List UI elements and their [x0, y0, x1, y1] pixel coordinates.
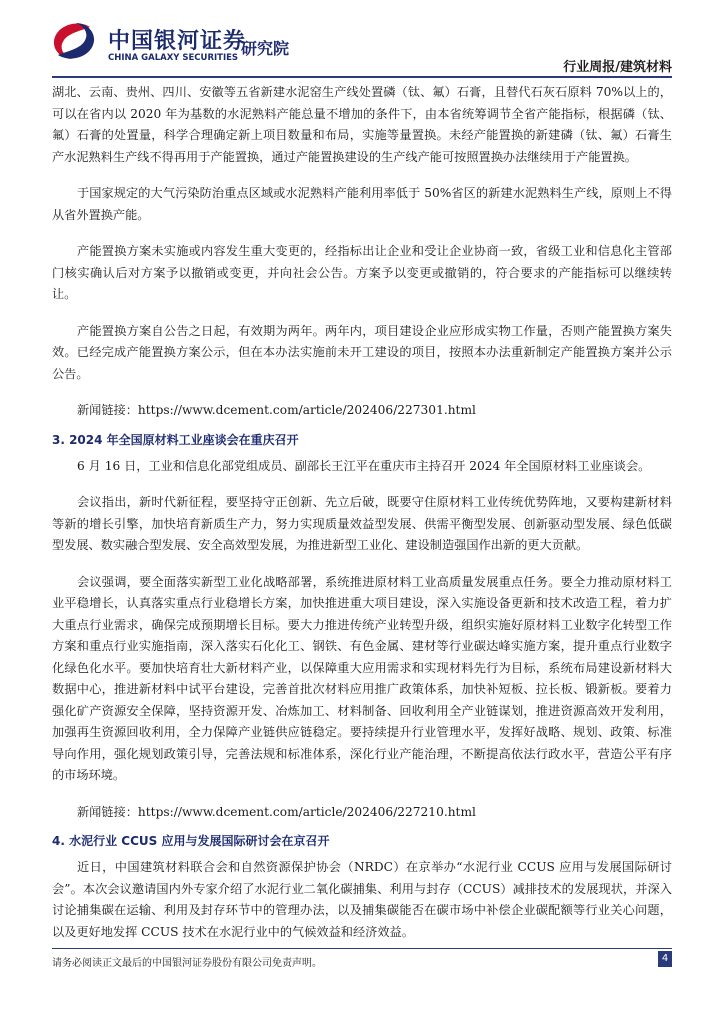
galaxy-logo-icon [50, 21, 98, 61]
footer-divider [52, 948, 672, 949]
report-type-label: 行业周报/建筑材料 [563, 60, 672, 75]
paragraph: 产能置换方案未实施或内容发生重大变更的，经指标出让企业和受让企业协商一致，省级工业和信息化主管部门核实确认后对方案予以撤销或变更，并向社会公告。方案予以变更或撤销的，符合要求的产能指标可以继续转让。 [52, 244, 672, 301]
paragraph: 近日，中国建筑材料联合会和自然资源保护协会（NRDC）在京举办“水泥行业 CCUS 应用与发展国际研讨会”。本次会议邀请国内外专家介绍了水泥行业二氧化碳捕集、利用与封存（CCUS）减排技术的发展现状，并深入讨论捕集碳在运输、利用及封存环节中的管理办法，以及捕集碳能否在碳市场中补偿企业碳配额等行业关心问题，以及更好地发挥 CCUS 技术在水泥行业中的气候效益和经济效益。 [52, 860, 672, 939]
section-heading: 4. 水泥行业 CCUS 应用与发展国际研讨会在京召开 [52, 834, 330, 848]
brand-name-en: CHINA GALAXY SECURITIES [108, 53, 239, 63]
header-divider [52, 76, 672, 78]
section-heading: 3. 2024 年全国原材料工业座谈会在重庆召开 [52, 432, 299, 447]
news-link[interactable]: 新闻链接：https://www.dcement.com/article/202406/227210.html [77, 804, 476, 819]
paragraph: 6 月 16 日，工业和信息化部党组成员、副部长王江平在重庆市主持召开 2024 年全国原材料工业座谈会。 [77, 458, 651, 473]
news-link[interactable]: 新闻链接：https://www.dcement.com/article/202406/227301.html [77, 403, 476, 417]
paragraph: 会议指出，新时代新征程，要坚持守正创新、先立后破，既要守住原材料工业传统优势阵地，又要构建新材料等新的增长引擎，加快培育新质生产力，努力实现质量效益型发展、供需平衡型发展、创新驱动型发展、绿色低碳型发展、数实融合型发展、安全高效型发展，为推进新型工业化、建设制造强国作出新的更大贡献。 [52, 495, 672, 552]
page-number: 4 [658, 951, 672, 967]
brand-name-cn: 中国银河证券 [108, 29, 247, 54]
paragraph: 湖北、云南、贵州、四川、安徽等五省新建水泥窑生产线处置磷（钛、氟）石膏，且替代石灰石原料 70%以上的，可以在省内以 2020 年为基数的水泥熟料产能总量不增加的条件下，由本省统筹调节全省产能指标，根据磷（钛、氟）石膏的处置量，科学合理确定新上项目数量和布局，实施等量置换。未经产能置换的新建磷（钛、氟）石膏生产水泥熟料生产线不得再用于产能置换，通过产能置换建设的生产线产能可按照置换办法继续用于产能置换。 [52, 85, 672, 164]
research-institute-label: 研究院 [241, 39, 290, 58]
main-content [52, 82, 672, 958]
page-header [0, 0, 724, 80]
paragraph: 于国家规定的大气污染防治重点区域或水泥熟料产能利用率低于 50%省区的新建水泥熟料生产线，原则上不得从省外置换产能。 [52, 186, 672, 222]
paragraph: 会议强调，要全面落实新型工业化战略部署，系统推进原材料工业高质量发展重点任务。要全力推动原材料工业平稳增长，认真落实重点行业稳增长方案，加快推进重大项目建设，深入实施设备更新和技术改造工程，着力扩大重点行业需求，确保完成预期增长目标。要大力推进传统产业转型升级，组织实施好原材料工业数字化转型工作方案和重点行业实施指南，深入落实石化化工、钢铁、有色金属、建材等行业碳达峰实施方案，提升重点行业数字化绿色化水平。要加快培育壮大新材料产业，以保障重大应用需求和实现材料先行为目标，系统布局建设新材料大数据中心，推进新材料中试平台建设，完善首批次材料应用推广政策体系，加快补短板、拉长板、锻新板。要着力强化矿产资源安全保障，坚持资源开发、冶炼加工、材料制备、回收利用全产业链谋划，推进资源高效开发利用，加强再生资源回收利用，全力保障产业链供应链稳定。要持续提升行业管理水平，发挥好战略、规划、政策、标准导向作用，强化规划政策引导，完善法规和标准体系，深化行业产能治理，不断提高依法行政水平，营造公平有序的市场环境。 [52, 574, 672, 782]
paragraph: 产能置换方案自公告之日起，有效期为两年。两年内，项目建设企业应形成实物工作量，否则产能置换方案失效。已经完成产能置换方案公示，但在本办法实施前未开工建设的项目，按照本办法重新制定产能置换方案并公示公告。 [52, 323, 672, 381]
disclaimer-notice: 请务必阅读正文最后的中国银河证券股份有限公司免责声明。 [52, 958, 322, 969]
